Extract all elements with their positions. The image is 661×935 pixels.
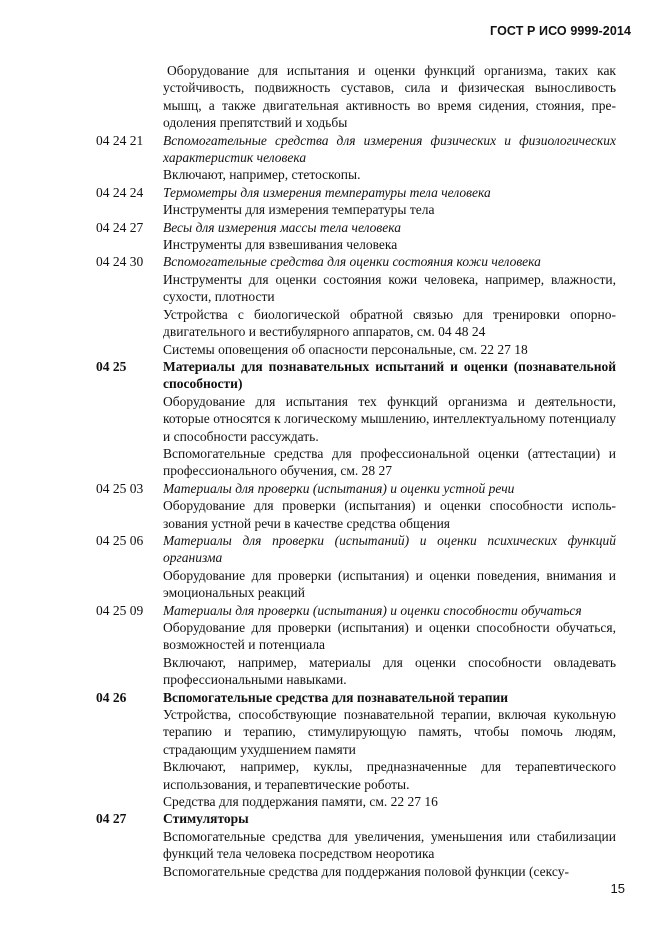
classification-entries: [96, 132, 616, 880]
entry-code: 04 25: [96, 358, 127, 374]
entry-paragraph: Вспомогательные средства для поддержания половой функции (сексу-: [163, 863, 569, 879]
classification-entry: [96, 184, 616, 219]
classification-entry: [96, 689, 616, 811]
intro-paragraph: Оборудование для испытания и оценки функций организма, таких как устойчивость, подвижность суставов, сила и физическая выносливость мышц, а также двигательная активность во время сидения, стояния, преодоления препятствий и ходьбы: [163, 63, 616, 131]
entry-title: Термометры для измерения температуры тела человека: [163, 184, 491, 200]
entry-paragraph: Системы оповещения об опасности персональные, см. 22 27 18: [163, 341, 528, 357]
entry-code: 04 25 09: [96, 602, 144, 618]
entry-code: 04 25 06: [96, 532, 144, 548]
entry-title: Материалы для проверки (испытания) и оценки способности обучаться: [163, 602, 582, 618]
entry-paragraph: Вспомогательные средства для увеличения, уменьшения или стабилизации функций тела человека посредством неоротика: [163, 828, 616, 862]
classification-entry: [96, 810, 616, 880]
classification-entry: [96, 358, 616, 480]
document-header: ГОСТ Р ИСО 9999-2014: [490, 24, 631, 38]
classification-entry: [96, 219, 616, 254]
entry-paragraph: Устройства, способствующие познавательной терапии, включая кукольную терапию и терапию, стимулирующую память, чтобы помочь людям, страдающим ухудшением памяти: [163, 707, 616, 757]
classification-entry: [96, 602, 616, 689]
entry-code: 04 27: [96, 811, 127, 827]
entry-code: 04 24 24: [96, 184, 144, 200]
document-body: [96, 62, 616, 880]
entry-paragraph: Оборудование для проверки (испытания) и оценки способности обучаться, возможностей и потенциала: [163, 620, 616, 653]
entry-paragraph: Оборудование для проверки (испытания) и оценки поведения, внимания и эмоциональных реакций: [163, 567, 616, 601]
entry-title: Весы для измерения массы тела человека: [163, 219, 401, 235]
entry-paragraph: Инструменты для измерения температуры тела: [163, 202, 435, 218]
entry-title: Вспомогательные средства для оценки состояния кожи человека: [163, 254, 541, 270]
classification-entry: [96, 132, 616, 184]
entry-title: Материалы для проверки (испытания) и оценки устной речи: [163, 480, 515, 496]
entry-code: 04 25 03: [96, 480, 144, 496]
entry-paragraph: Средства для поддержания памяти, см. 22 27 16: [163, 794, 438, 810]
entry-paragraph: Инструменты для оценки состояния кожи человека, например, влажности, сухости, плотности: [163, 271, 616, 305]
entry-paragraph: Инструменты для взвешивания человека: [163, 237, 398, 253]
entry-paragraph: Оборудование для испытания тех функций организма и деятельности, которые относятся к логическому мышлению, интеллектуальному потенциалу и способности рассуждать.: [163, 393, 616, 444]
entry-title: Материалы для проверки (испытаний) и оценки психических функций организма: [163, 532, 616, 566]
entry-code: 04 24 21: [96, 132, 144, 148]
entry-code: 04 24 30: [96, 254, 144, 270]
entry-paragraph: Включают, например, куклы, предназначенные для терапевтического использования, и терапевтические роботы.: [163, 759, 616, 792]
classification-entry: [96, 480, 616, 532]
entry-title: Вспомогательные средства для измерения физических и физиологических характеристик человека: [163, 132, 616, 166]
intro-block: [96, 62, 616, 132]
entry-paragraph: Включают, например, стетоскопы.: [163, 167, 361, 183]
entry-code: 04 26: [96, 689, 127, 705]
entry-title: Вспомогательные средства для познавательной терапии: [163, 689, 509, 705]
entry-title: Материалы для познавательных испытаний и оценки (познавательной способности): [163, 358, 616, 392]
entry-code: 04 24 27: [96, 219, 144, 235]
entry-title: Стимуляторы: [163, 811, 249, 827]
page-number: 15: [610, 881, 625, 896]
entry-paragraph: Вспомогательные средства для профессиональной оценки (аттестации) и профессионального обучения, см. 28 27: [163, 445, 616, 479]
entry-paragraph: Оборудование для проверки (испытания) и оценки способности использования устной речи в качестве средства общения: [163, 498, 616, 531]
entry-paragraph: Включают, например, материалы для оценки способности овладевать профессиональными навыками.: [163, 654, 616, 688]
classification-entry: [96, 532, 616, 602]
classification-entry: [96, 253, 616, 357]
entry-paragraph: Устройства с биологической обратной связью для тренировки опорно-двигательного и вестибулярного аппаратов, см. 04 48 24: [163, 306, 616, 340]
